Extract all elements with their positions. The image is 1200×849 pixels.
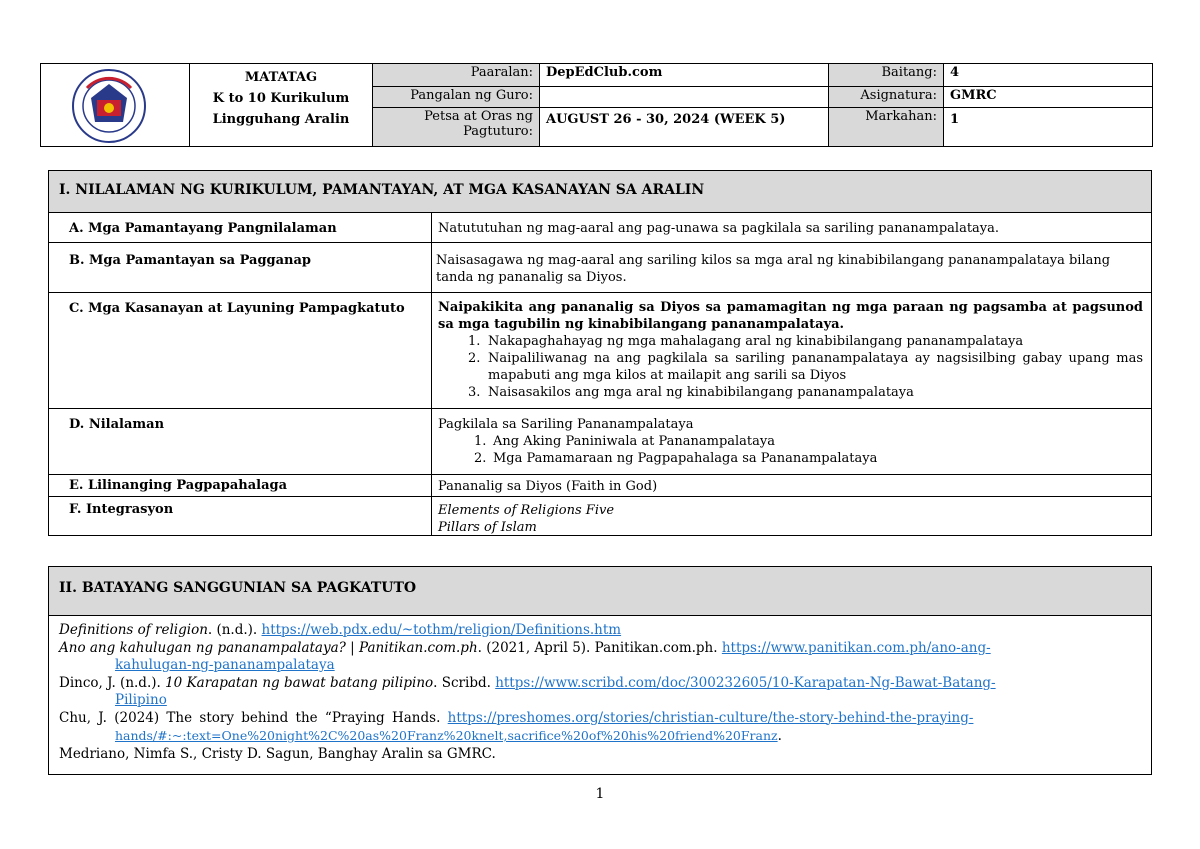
reference-item: Medriano, Nimfa S., Cristy D. Sagun, Banghay Aralin sa GMRC. [59,745,496,762]
subject-value: GMRC [943,86,1153,108]
row-d-label: D. Nilalaman [48,408,432,475]
date-value: AUGUST 26 - 30, 2024 (WEEK 5) [539,107,829,147]
reference-item: Definitions of religion. (n.d.). https://web.pdx.edu/~tothm/religion/Definitions.htm [59,622,622,638]
school-label: Paaralan: [372,63,540,87]
row-a-label: A. Mga Pamantayang Pangnilalaman [48,212,432,243]
row-a-value: Natututuhan ng mag-aaral ang pag-unawa sa pagkilala sa sariling pananampalataya. [431,212,1152,243]
list-item: 2. Mga Pamamaraan ng Pagpapahalaga sa Pananampalataya [474,451,878,466]
row-f-line2: Pillars of Islam [438,520,537,535]
section2-header [48,566,1152,616]
list-item: 1. Nakapaghahayag ng mga mahalagang aral ng kinabibilangang pananampalataya [468,334,1024,349]
reference-link[interactable]: https://www.scribd.com/doc/300232605/10-Karapatan-Ng-Bawat-Batang- [495,674,996,691]
references-box [48,615,1152,775]
row-f-label: F. Integrasyon [48,496,432,536]
page-number: 1 [595,786,605,802]
row-c-label: C. Mga Kasanayan at Layuning Pampagkatuto [48,292,432,409]
header-logo-cell [40,63,190,147]
row-b-label: B. Mga Pamantayan sa Pagganap [48,242,432,293]
header-title-cell [189,63,373,147]
reference-item: Chu, J. (2024) The story behind the “Praying Hands. https://preshomes.org/stories/christian-culture/the-story-behind-the-praying- hands/#:~:text=One%20night%2C%20as%20Franz%20knelt,sacrifice%20of%20his%20friend%20Franz. [59,709,974,744]
row-f-value [431,496,1152,536]
reference-link[interactable]: https://www.panitikan.com.ph/ano-ang- [721,639,991,656]
header-plan-type: Lingguhang Aralin [212,112,350,127]
row-d-value [431,408,1152,475]
row-f-line1: Elements of Religions Five [438,503,615,518]
reference-link[interactable]: kahulugan-ng-pananampalataya [115,657,335,673]
header-curriculum: K to 10 Kurikulum [212,91,350,106]
section1-title: I. NILALAMAN NG KURIKULUM, PAMANTAYAN, AT MGA KASANAYAN SA ARALIN [59,182,705,198]
grade-label: Baitang: [828,63,944,87]
row-c-value [431,292,1152,409]
reference-link[interactable]: https://web.pdx.edu/~tothm/religion/Definitions.htm [261,622,622,638]
deped-seal-icon [67,68,151,144]
quarter-label: Markahan: [828,107,944,147]
reference-link[interactable]: https://preshomes.org/stories/christian-culture/the-story-behind-the-praying- [447,709,974,726]
grade-value: 4 [943,63,1153,87]
row-b-value: Naisasagawa ng mag-aaral ang sariling kilos sa mga aral ng kinabibilangang pananampalataya bilang tanda ng pananalig sa Diyos. [431,242,1152,293]
section1-header [48,170,1152,213]
school-value: DepEdClub.com [539,63,829,87]
list-item: 2. Naipaliliwanag na ang pagkilala sa sariling pananampalataya ay nagsisilbing gabay upang mas mapabuti ang mga kilos at mailapit ang sarili sa Diyos [468,351,1143,383]
subject-label: Asignatura: [828,86,944,108]
header-title: MATATAG [244,70,318,85]
row-c-intro: Naipakikita ang pananalig sa Diyos sa pamamagitan ng mga paraan ng pagsamba at pagsunod sa mga tagubilin ng kinabibilangang pananampalataya. [438,300,1143,332]
date-label: Petsa at Oras ng Pagtuturo: [372,107,540,147]
reference-item: Dinco, J. (n.d.). 10 Karapatan ng bawat batang pilipino. Scribd. https://www.scribd.com/doc/300232605/10-Karapatan-Ng-Bawat-Batang- Pilipino [59,674,996,708]
row-e-label: E. Lilinanging Pagpapahalaga [48,474,432,497]
section2-title: II. BATAYANG SANGGUNIAN SA PAGKATUTO [59,580,417,596]
teacher-label: Pangalan ng Guro: [372,86,540,108]
row-e-value: Pananalig sa Diyos (Faith in God) [431,474,1152,497]
reference-item: Ano ang kahulugan ng pananampalataya? | Panitikan.com.ph. (2021, April 5). Panitikan.com.ph. https://www.panitikan.com.ph/ano-ang- kahulugan-ng-pananampalataya [59,639,991,673]
reference-link[interactable]: Pilipino [115,692,167,708]
list-item: 1. Ang Aking Paniniwala at Pananampalataya [474,434,776,449]
teacher-value [539,86,829,108]
row-d-intro: Pagkilala sa Sariling Pananampalataya [438,417,694,432]
list-item: 3. Naisasakilos ang mga aral ng kinabibilangang pananampalataya [468,385,914,400]
reference-link[interactable]: hands/#:~:text=One%20night%2C%20as%20Franz%20knelt,sacrifice%20of%20his%20friend%20Franz [115,728,778,743]
quarter-value: 1 [943,107,1153,147]
